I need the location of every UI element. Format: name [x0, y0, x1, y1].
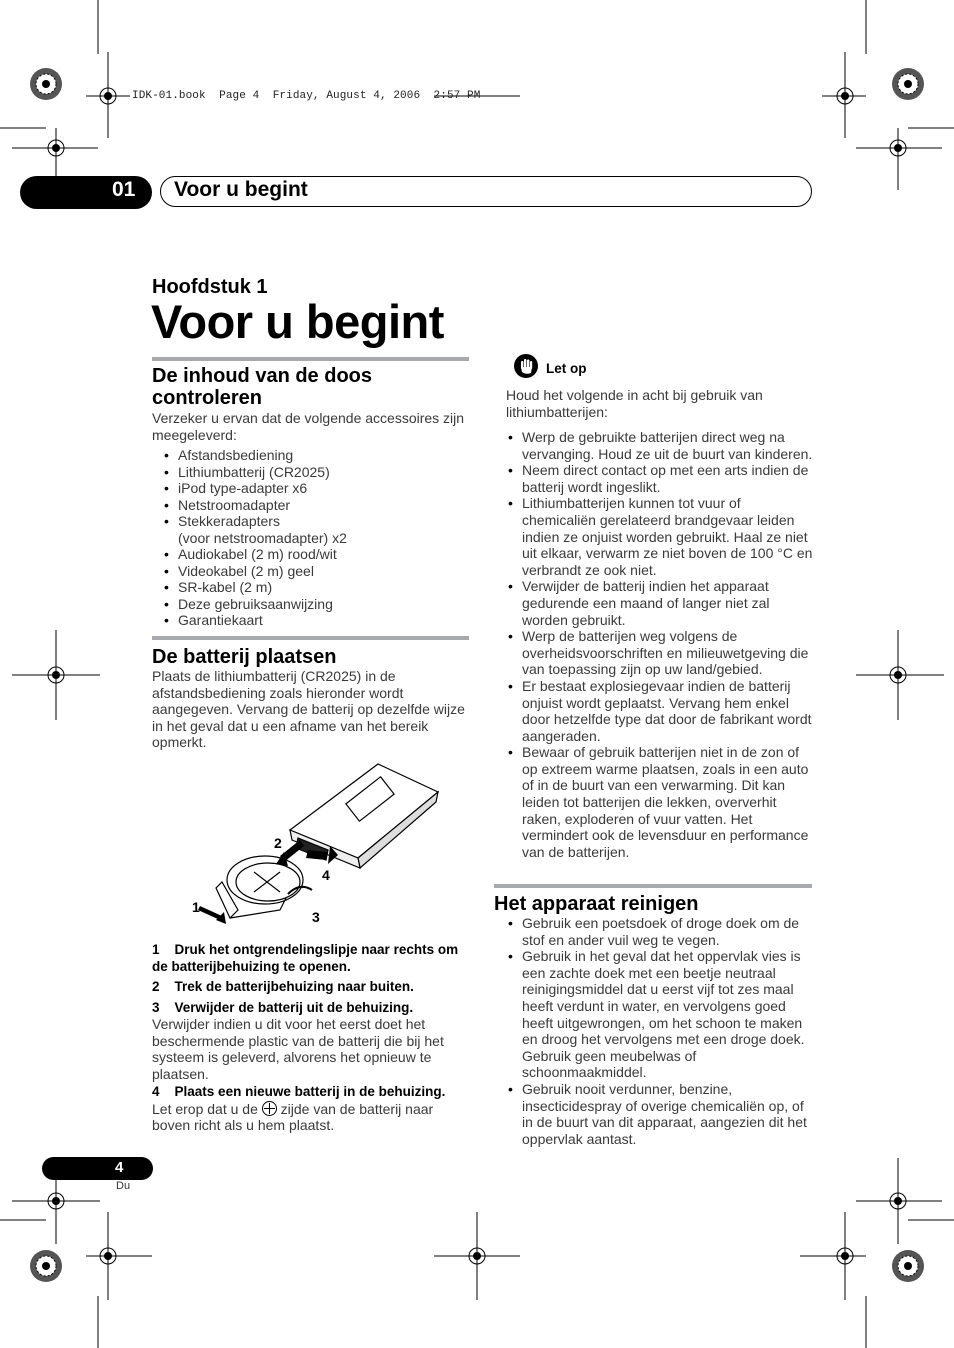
step-number: 4 — [152, 1084, 160, 1099]
step-3-detail: Verwijder indien u dit voor het eerst doet het beschermende plastic van de batterij die bij het systeem is geleverd, alvorens het opnieuw te plaatsen. — [152, 1016, 444, 1082]
figure-label-4: 4 — [322, 867, 330, 883]
figure-label-2: 2 — [274, 835, 282, 851]
section-intro: Verzeker u ervan dat de volgende accessoires zijn meegeleverd: — [152, 410, 465, 443]
step-text: Verwijder de batterij uit de behuizing. — [174, 999, 414, 1015]
section-rule — [152, 357, 469, 361]
list-item: • Gebruik nooit verdunner, benzine, insecticidespray of overige chemicaliën op, of in de buurt van dit apparaat, aangezien dit het oppervlak aantast. — [506, 1081, 812, 1147]
page-number-pill — [42, 1157, 153, 1180]
step-number: 3 — [152, 999, 160, 1015]
step-text: Plaats een nieuwe batterij in de behuizing. — [174, 1084, 446, 1099]
section-rule — [494, 884, 812, 888]
step-3 — [152, 1000, 472, 1017]
section-title: De inhoud van de doos controleren — [152, 365, 373, 409]
hand-caution-icon — [514, 354, 538, 378]
step-text: Druk het ontgrendelingslipje naar rechts om de batterijbehuizing te openen. — [152, 942, 459, 974]
step-4-pre: Let erop dat u de — [152, 1100, 258, 1117]
accessory-list — [152, 447, 469, 629]
list-item: • Garantiekaart — [152, 612, 469, 629]
list-item: • Neem direct contact op met een arts indien de batterij wordt ingeslikt. — [506, 462, 816, 495]
battery-illustration — [180, 760, 440, 930]
step-number: 1 — [152, 942, 160, 957]
cleaning-list — [506, 915, 812, 1147]
caution-block — [506, 387, 816, 860]
list-item: • Gebruik een poetsdoek of droge doek om de stof en ander vuil weg te vegen. — [506, 915, 812, 948]
list-item: • Er bestaat explosiegevaar indien de batterij onjuist wordt geplaatst. Vervang hem enkel door hetzelfde type dat door de fabrikant wordt aangeraden. — [506, 678, 816, 744]
caution-list — [506, 429, 816, 860]
figure-label-1: 1 — [192, 899, 200, 915]
section-contents — [152, 357, 469, 629]
step-2 — [152, 979, 472, 996]
list-item: • Deze gebruiksaanwijzing — [152, 596, 469, 613]
list-item-sub: (voor netstroomadapter) x2 — [178, 529, 347, 546]
chapter-number: 01 — [112, 178, 136, 201]
list-item: • Netstroomadapter — [152, 497, 469, 514]
list-item: • Lithiumbatterij (CR2025) — [152, 464, 469, 481]
list-item: • Stekkeradapters — [152, 513, 469, 530]
step-text: Trek de batterijbehuizing naar buiten. — [174, 979, 414, 994]
section-rule — [152, 636, 469, 640]
figure-label-3: 3 — [312, 909, 320, 925]
page-number: 4 — [115, 1159, 124, 1176]
section-title: Het apparaat reinigen — [494, 893, 699, 915]
chapter-title: Voor u begint — [174, 178, 308, 201]
list-item: • SR-kabel (2 m) — [152, 579, 469, 596]
section-title: De batterij plaatsen — [152, 646, 337, 668]
section-intro: Plaats de lithiumbatterij (CR2025) in de afstandsbediening zoals hieronder wordt aangegeven. Vervang de batterij op dezelfde wijze in het geval dat u een afname van het bereik opmerkt. — [152, 668, 465, 750]
list-item: • Videokabel (2 m) geel — [152, 563, 469, 580]
page-language: Du — [116, 1180, 131, 1192]
list-item: • Lithiumbatterijen kunnen tot vuur of chemicaliën gerelateerd brandgevaar leiden indien ze onjuist worden gebruikt. Haal ze niet uit elkaar, verwarm ze niet boven de 100 °C en verbrandt ze ook niet. — [506, 495, 816, 578]
step-4-detail — [152, 1101, 472, 1134]
section-cleaning — [494, 884, 812, 1147]
section-battery — [152, 636, 469, 751]
list-item: • Bewaar of gebruik batterijen niet in de zon of op extreem warme plaatsen, zoals in een auto of in de buurt van een verwarming. Dit kan leiden tot batterijen die lekken, oververhit raken, exploderen of vuur vatten. Het vermindert ook de levensduur en performance van de batterijen. — [506, 744, 816, 860]
battery-steps — [152, 942, 472, 1134]
step-4-post: zijde van de batterij naar boven richt als u hem plaatst. — [152, 1100, 434, 1133]
step-4 — [152, 1084, 472, 1101]
step-1 — [152, 942, 472, 975]
list-item: • Gebruik in het geval dat het oppervlak vies is een zachte doek met een beetje neutraal reinigingsmiddel dat u eerst vijf tot zes maal heeft verdunt in water, en vervolgens goed heeft uitgewrongen, om het schoon te maken en droog het vervolgens met een droge doek. Gebruik geen meubelwas of schoonmaakmiddel. — [506, 948, 812, 1081]
step-number: 2 — [152, 979, 160, 994]
plus-polarity-icon — [262, 1101, 277, 1116]
list-item: • Verwijder de batterij indien het apparaat gedurende een maand of langer niet zal worden gebruikt. — [506, 578, 816, 628]
list-item: • iPod type-adapter x6 — [152, 480, 469, 497]
caution-label: Let op — [546, 361, 587, 376]
page-title: Voor u begint — [151, 295, 444, 348]
list-item: • Werp de gebruikte batterijen direct weg na vervanging. Houd ze uit de buurt van kinderen. — [506, 429, 816, 462]
list-item: • Afstandsbediening — [152, 447, 469, 464]
print-header: IDK-01.book Page 4 Friday, August 4, 2006 2:57 PM — [132, 90, 481, 102]
list-item: • Werp de batterijen weg volgens de overheidsvoorschriften en milieuwetgeving die van toepassing zijn op uw land/gebied. — [506, 628, 816, 678]
chapter-kicker: Hoofdstuk 1 — [152, 276, 268, 298]
caution-intro: Houd het volgende in acht bij gebruik van lithiumbatterijen: — [506, 387, 763, 420]
list-item: • Audiokabel (2 m) rood/wit — [152, 546, 469, 563]
